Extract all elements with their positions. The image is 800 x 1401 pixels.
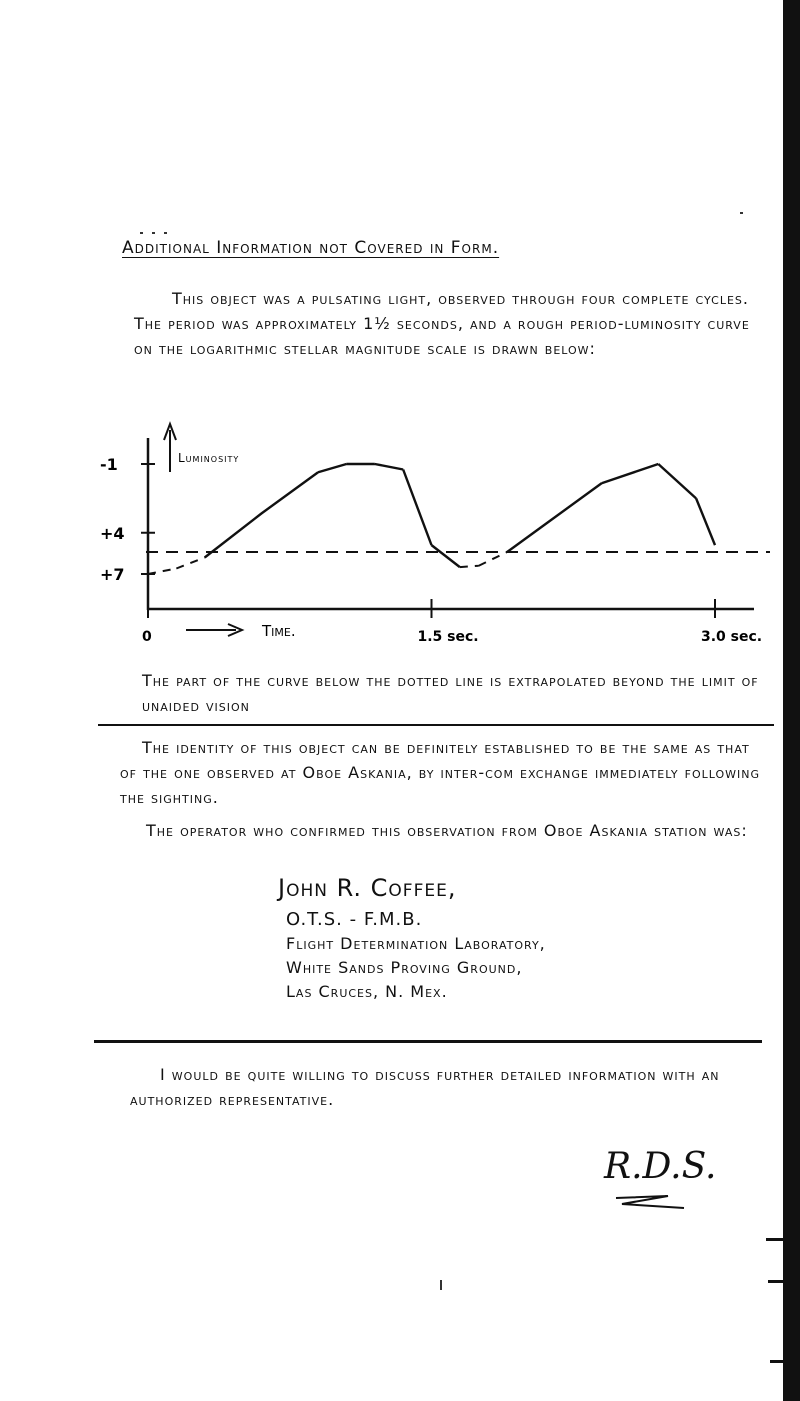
edge-mark: [766, 1238, 784, 1241]
operator-line-4: Las Cruces, N. Mex.: [286, 982, 448, 1001]
y-tick-label: +7: [100, 565, 125, 584]
scan-speck: [740, 212, 743, 214]
scan-speck: [440, 1280, 442, 1290]
operator-line-1: O.T.S. - F.M.B.: [286, 909, 423, 930]
divider-1: [98, 724, 774, 726]
edge-mark: [770, 1360, 784, 1363]
signature-underline: [612, 1192, 692, 1214]
signature: R.D.S.: [604, 1146, 717, 1187]
luminosity-curve-visible: [205, 464, 715, 567]
operator-line-3: White Sands Proving Ground,: [286, 958, 523, 977]
luminosity-chart: [90, 410, 780, 655]
extrapolation-note: The part of the curve below the dotted line is extrapolated beyond the limit of unaided vision: [142, 671, 759, 715]
operator-name: John R. Coffee,: [278, 874, 457, 902]
divider-2: [94, 1040, 762, 1043]
page-heading: Additional Information not Covered in Form.: [122, 238, 500, 258]
x-tick-label: 0: [142, 629, 152, 645]
scan-speck: [140, 232, 143, 234]
y-axis-label: Luminosity: [178, 451, 240, 465]
operator-paragraph: The operator who confirmed this observation from Oboe Askania station was:: [146, 821, 748, 840]
scan-speck: [152, 232, 155, 234]
y-tick-label: -1: [100, 455, 118, 474]
page-edge-border: [783, 0, 800, 1401]
identity-paragraph: The identity of this object can be definitely established to be the same as that of the one observed at Oboe Askania, by inter-com exchange immediately following the sighting.: [120, 738, 761, 807]
operator-line-2: Flight Determination Laboratory,: [286, 934, 546, 953]
scan-speck: [164, 232, 167, 234]
closing-paragraph: I would be quite willing to discuss further detailed information with an authorized representative.: [130, 1065, 720, 1109]
y-tick-label: +4: [100, 523, 125, 543]
operator-address: [278, 874, 546, 1004]
intro-paragraph: This object was a pulsating light, observed through four complete cycles. The period was approximately 1½ seconds, and a rough period-luminosity curve on the logarithmic stellar magnitude scale is drawn below:: [134, 289, 750, 358]
x-axis-label: Time.: [262, 622, 296, 640]
x-tick-label: 3.0 sec.: [701, 629, 763, 645]
x-tick-label: 1.5 sec.: [417, 629, 479, 645]
edge-mark: [768, 1280, 784, 1283]
